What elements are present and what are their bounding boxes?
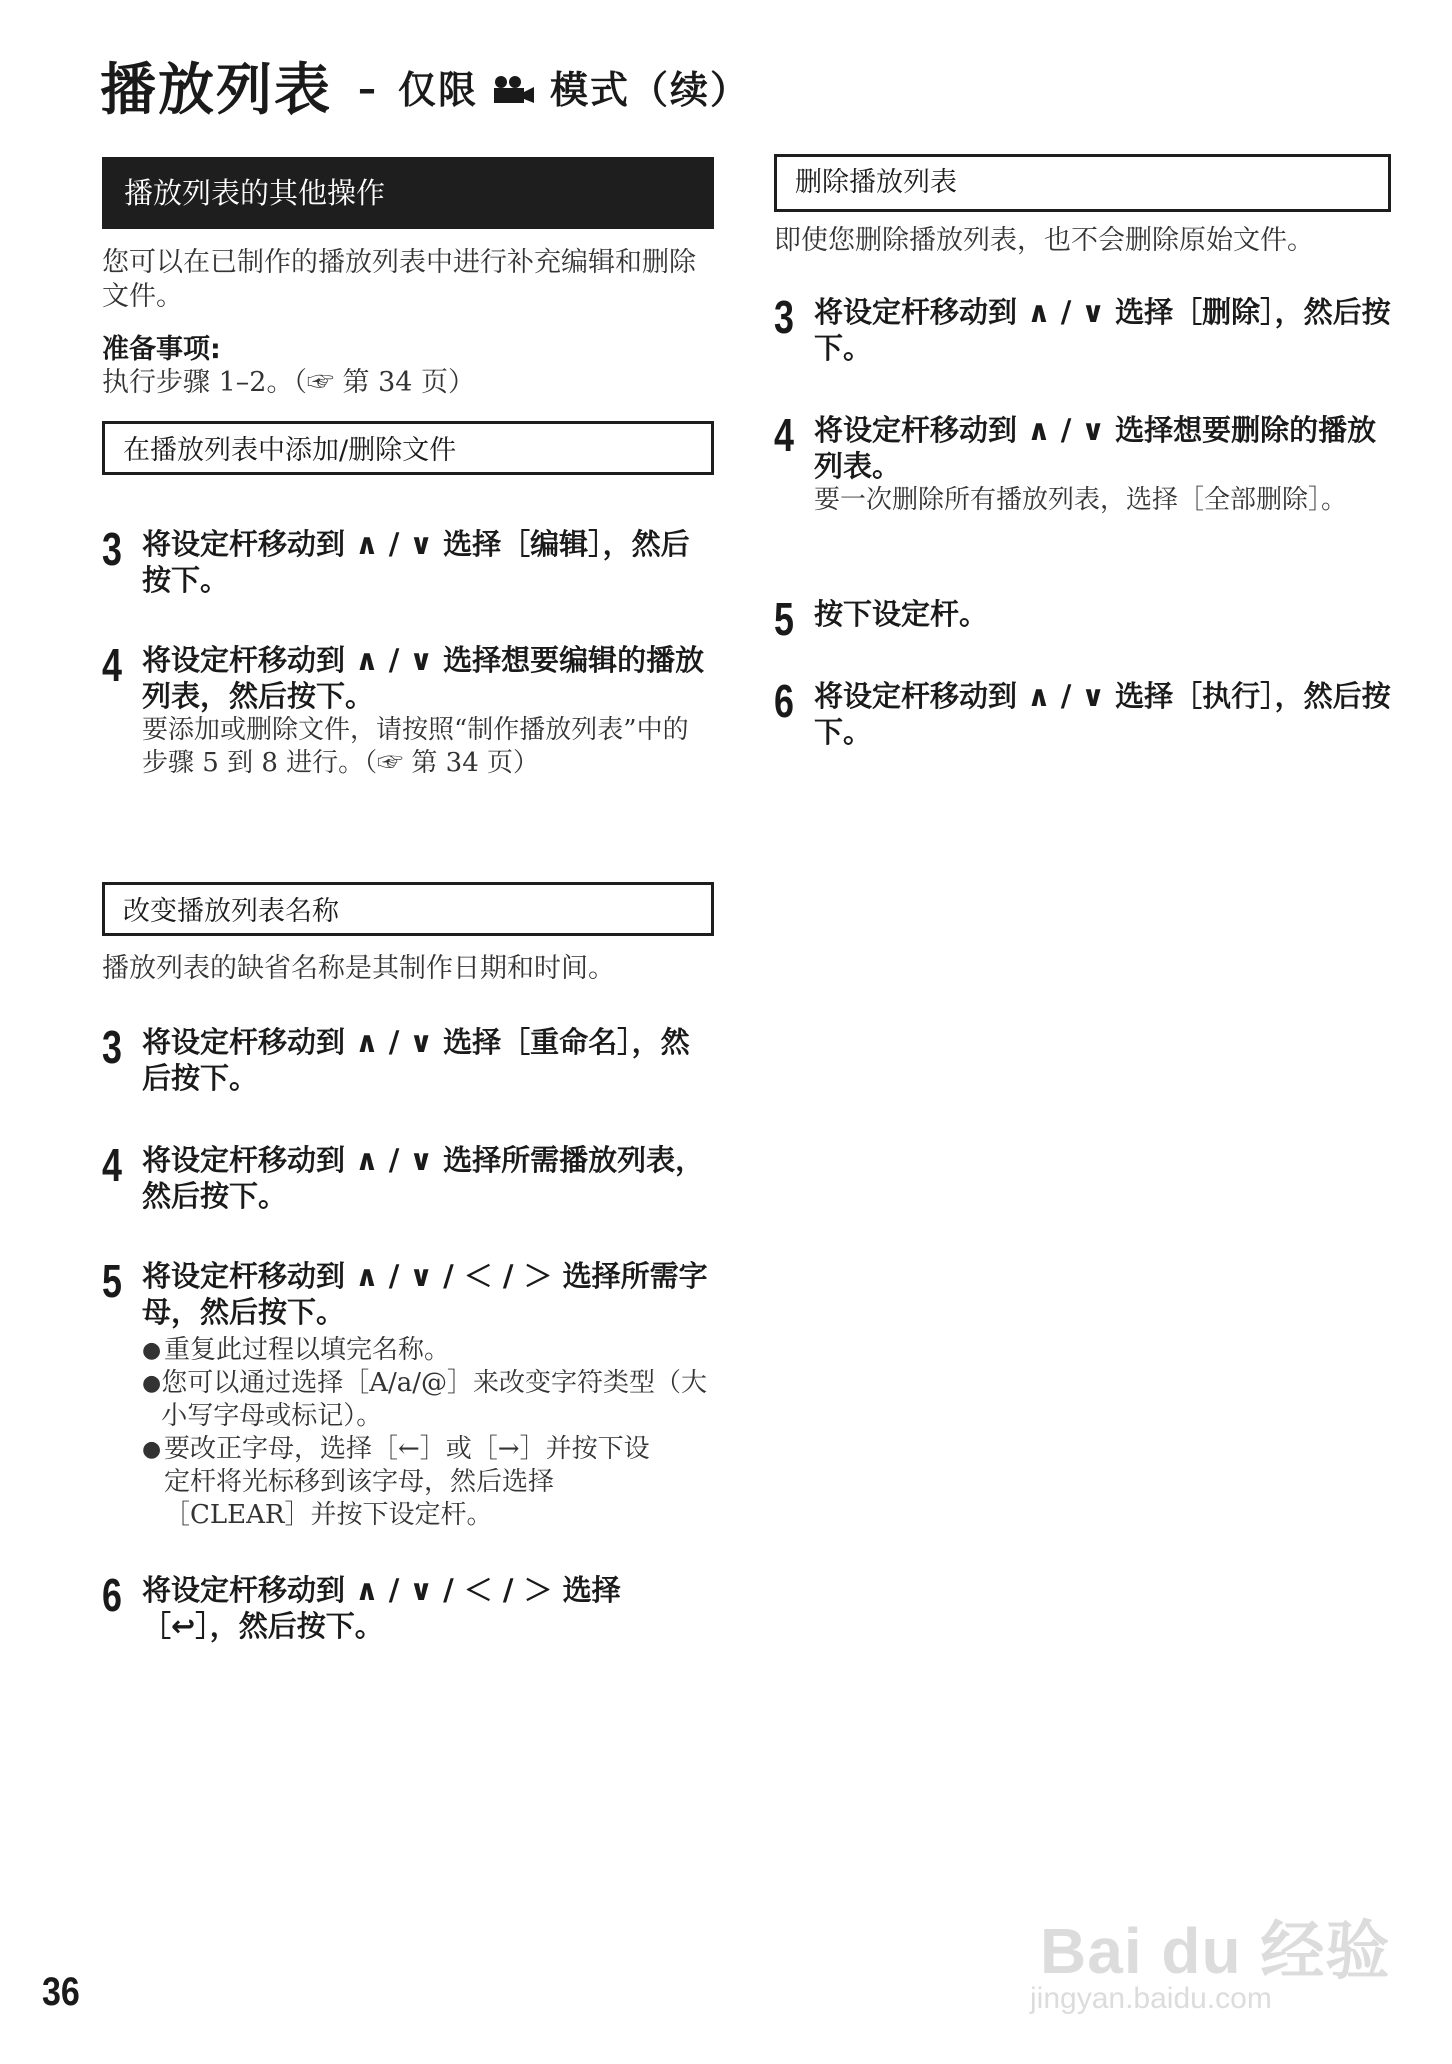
- step-bullets: [142, 1334, 714, 1532]
- step-text: 将设定杆移动到 ∧ / ∨ 选择想要编辑的播放列表，然后按下。: [142, 643, 705, 713]
- step-text: 将设定杆移动到 ∧ / ∨ 选择所需播放列表，然后按下。: [142, 1143, 705, 1213]
- step-number: 4: [102, 1139, 122, 1191]
- rename-intro: 播放列表的缺省名称是其制作日期和时间。: [102, 953, 615, 984]
- rename-step-5: [102, 1255, 714, 1532]
- subsection-add-delete-title: 在播放列表中添加/删除文件: [102, 421, 714, 475]
- delete-step-3: [774, 291, 1391, 366]
- step-text: 将设定杆移动到 ∧ / ∨ 选择想要删除的播放列表。: [814, 413, 1377, 483]
- title-dash: –: [358, 69, 378, 110]
- step-number: 3: [774, 291, 794, 343]
- step-number: 3: [102, 1021, 122, 1073]
- video-camera-icon: [492, 54, 536, 119]
- add-delete-step-4: [102, 639, 714, 780]
- step-text: 将设定杆移动到 ∧ / ∨ / ＜ / ＞ 选择所需字母，然后按下。: [142, 1259, 708, 1329]
- rename-step-4: [102, 1139, 714, 1214]
- watermark-logo: Bai du 经验: [1040, 1915, 1391, 1987]
- bullet-dot-icon: ●: [142, 1371, 162, 1396]
- section-other-operations: [102, 157, 714, 229]
- page-number: 36: [42, 1970, 80, 2014]
- rename-step-6: [102, 1569, 714, 1644]
- page-title: [100, 46, 750, 126]
- step-text: 将设定杆移动到 ∧ / ∨ 选择［删除］，然后按下。: [814, 295, 1391, 365]
- delete-step-5: [774, 593, 1391, 645]
- bullet-dot-icon: ●: [142, 1338, 162, 1363]
- watermark-url: jingyan.baidu.com: [1030, 1982, 1272, 2015]
- prep-text: 执行步骤 1–2。（☞ 第 34 页）: [102, 367, 476, 398]
- delete-intro: 即使您删除播放列表，也不会删除原始文件。: [774, 225, 1314, 256]
- step-number: 6: [102, 1569, 122, 1621]
- step-number: 4: [102, 639, 122, 691]
- step-text: 将设定杆移动到 ∧ / ∨ 选择［重命名］，然后按下。: [142, 1025, 690, 1095]
- bullet-item: [142, 1334, 714, 1367]
- step-number: 3: [102, 523, 122, 575]
- prep-label: 准备事项:: [102, 334, 221, 365]
- step-number: 5: [774, 593, 794, 645]
- delete-step-4: [774, 409, 1391, 517]
- section-intro: 您可以在已制作的播放列表中进行补充编辑和删除文件。: [102, 247, 696, 312]
- step-note: 要一次删除所有播放列表，选择［全部删除］。: [814, 485, 1348, 515]
- step-text: 将设定杆移动到 ∧ / ∨ 选择［编辑］，然后按下。: [142, 527, 690, 597]
- step-text: 将设定杆移动到 ∧ / ∨ 选择［执行］，然后按下。: [814, 679, 1391, 749]
- subsection-delete-title: 删除播放列表: [774, 154, 1391, 212]
- step-number: 5: [102, 1255, 122, 1307]
- bullet-item: [142, 1433, 714, 1532]
- step-text: 按下设定杆。: [814, 597, 989, 631]
- bullet-dot-icon: ●: [142, 1437, 162, 1462]
- bullet-text: 您可以通过选择［A/a/@］来改变字符类型（大小写字母或标记）。: [161, 1368, 708, 1431]
- section-title: 播放列表的其他操作: [102, 157, 714, 229]
- bullet-text: 重复此过程以填完名称。: [164, 1335, 451, 1365]
- bullet-item: [142, 1367, 714, 1433]
- step-number: 6: [774, 675, 794, 727]
- title-mode: 模式（续）: [550, 68, 751, 112]
- delete-step-6: [774, 675, 1391, 750]
- step-text: 将设定杆移动到 ∧ / ∨ / ＜ / ＞ 选择［↩］，然后按下。: [142, 1573, 621, 1643]
- rename-step-3: [102, 1021, 714, 1096]
- add-delete-step-3: [102, 523, 714, 598]
- bullet-text: 要改正字母，选择［←］或［→］并按下设定杆将光标移到该字母，然后选择［CLEAR］并按下设定杆。: [164, 1434, 650, 1530]
- title-main: 播放列表: [100, 58, 332, 123]
- step-note: 要添加或删除文件，请按照“制作播放列表”中的步骤 5 到 8 进行。（☞ 第 34 页）: [142, 715, 689, 778]
- step-number: 4: [774, 409, 794, 461]
- title-only: 仅限: [398, 68, 479, 112]
- subsection-rename-title: 改变播放列表名称: [102, 882, 714, 936]
